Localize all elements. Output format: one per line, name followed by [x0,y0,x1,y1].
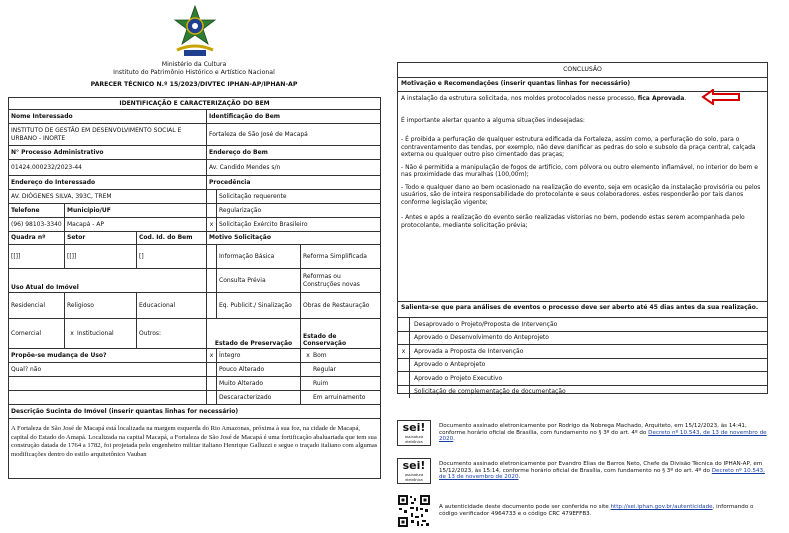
uso-checkbox: x [70,329,74,337]
uso-option: Educacional [137,293,207,319]
conclusao-title: CONCLUSÃO [563,66,602,73]
identificacao-bem-value: Fortaleza de São José de Macapá [207,124,381,146]
signature-text: Documento assinado eletronicamente por Rodrigo da Nobrega Machado, Arquiteto, em 15/12/2023, às 14:41, conforme horário oficial de Brasília, com fundamento no § 3º do art. 4º do Decreto nº 10.543, de 13 de novembro de 2020. [439,422,767,443]
endereco-bem-value: Av. Candido Mendes s/n [207,160,381,176]
coat-of-arms-icon [171,4,219,60]
decision-label: Aprovada a Proposta de Intervenção [414,347,524,355]
decision-label: Aprovado o Anteprojeto [414,361,486,368]
uso-option: Institucional [77,329,114,337]
conclusao-box [397,62,768,394]
sei-logo [397,420,431,446]
preservacao-option: Descaracterizado [217,391,301,405]
aprovada-text: A instalação da estrutura solicitada, nos moldes protocolados nesse processo, [401,95,636,102]
identification-table [8,97,381,479]
nome-interessado-value: INSTITUTO DE GESTÃO EM DESENVOLVIMENTO SOCIAL E URBANO - INORTE [9,124,207,146]
processo-label: N° Processo Administrativo [9,146,207,160]
signature-1-text: Documento assinado eletronicamente por Rodrigo da Nobrega Machado, Arquiteto, em 15/12/2023, às 14:41, conforme horário oficial de Brasília, com fundamento no § 3º do art. 4º do [439,422,747,436]
motivo-option: Consulta Prévia [217,269,301,293]
telefone-value: (96) 98103-3340 [9,218,65,232]
preservacao-option: Pouco Alterado [217,363,301,377]
ministry-label: Ministério da Cultura [161,61,227,68]
authenticity-text [439,504,768,519]
sei-logo-text: sei! [402,459,426,472]
conservacao-option: Ruim [301,377,381,391]
decision-label: Aprovado o Desenvolvimento do Anteprojeto [414,334,549,341]
identificacao-bem-label: Identificação do Bem [207,110,381,124]
uso-option: Residencial [9,293,65,319]
municipio-value: Macapá - AP [65,218,207,232]
decision-checkbox [398,372,410,385]
descricao-text: A Fortaleza de São José de Macapá está localizada na margem esquerda do Rio Amazonas, próxima à sua foz, na cidade de Macapá, capital do Estado do Amapá. Localizada na capital Macapá, a Fortaleza de São José de Macapá é uma fortificação abaluartada que tem sua construção datada de 1764 a 1782, foi projetada pelo engenheiro militar italiano Henrique Galluzzi e segue o traçado italiano com algumas modificações dentro do estilo arquitetônico Vauban [9,419,381,479]
endereco-interessado-label: Endereço do Interessado [9,176,207,190]
procedencia-option: Solicitação Exército Brasileiro [217,218,381,232]
decision-checkbox [398,359,410,372]
decision-label: Desaprovado o Projeto/Proposta de Intervenção [414,320,558,328]
sei-logo-sub: assinatura eletrônica [404,473,424,482]
motivo-option: Reforma Simplificada [301,245,381,269]
decision-checkbox: x [398,345,410,358]
propoe-label: Propõe-se mudança de Uso? [9,349,207,363]
conservacao-checkbox: x [306,351,310,359]
preservacao-checkbox: x [207,349,217,363]
restriction-item: - Não é permitida a manipulação de fogos de artifício, com pólvora ou outro elemento inflamável, no interior do bem e nas proximidade das muralhas (100,00m); [401,163,758,178]
qual-value: Qual? não [9,363,207,377]
sei-logo [397,458,431,484]
preservacao-label: Íntegro [219,351,241,359]
aprovada-status: fica Aprovada [637,95,685,102]
setor-label: Setor [65,232,137,245]
signature-text: Documento assinado eletronicamente por Evandro Elias de Barros Neto, Chefe da Divisão Técnica do IPHAN-AP, em 15/12/2023, às 15:14, conforme horário oficial de Brasília, com fundamento no § 3º do art. 4º do Decreto nº 10.543, de 13 de novembro de 2020. [439,460,765,481]
decision-checkbox [398,318,410,331]
signature-block [397,418,768,528]
motivo-option: Eq. Publicit./ Sinalização [217,293,301,319]
decreto-link[interactable]: Decreto nº 10.543, de 13 de novembro de 2020 [439,429,767,443]
decision-option [398,358,767,372]
authenticity-row [397,494,768,528]
motivo-option: Obras de Restauração [301,293,381,319]
decision-checkbox [398,332,410,345]
decision-label: Solicitação de complementação de documentação [414,388,566,395]
decision-label: Aprovado o Projeto Executivo [414,374,503,382]
aprovada-line: A instalação da estrutura solicitada, nos moldes protocolados nesse processo, fica Aprovada. [401,95,764,103]
procedencia-option: Regularização [217,204,381,218]
uso-atual-label: Uso Atual do Imóvel [9,269,207,293]
estado-preservacao-label: Estado de Preservação [207,319,301,349]
decreto-link[interactable]: Decreto nº 10.543, de 13 de novembro de 2020 [439,467,765,481]
procedencia-option: Solicitação requerente [217,190,381,204]
quadra-value: [[]] [9,245,65,269]
signature-2 [397,456,768,486]
sei-logo-text: sei! [402,421,426,434]
conservacao-option: Regular [301,363,381,377]
authenticity-link[interactable]: http://sei.iphan.gov.br/autenticidade [610,503,713,510]
motivacao-label: Motivação e Recomendações (inserir quantas linhas for necessário) [398,77,767,91]
restriction-item: - Antes e após a realização do evento serão realizadas vistorias no bem, podendo estas serem acompanhada pelo protocolante, mediante solicitação prévia; [401,214,745,229]
restriction-item: - É proibida a perfuração de qualquer estrutura edificada da Fortaleza, assim como, a perfuração do solo, para o contraventamento das tendas, por exemplo, não deve danificar as pedras do solo e subsolo da praça central, calçada externa ou qualquer outro piso cimentado das praças; [401,136,756,158]
setor-value: [[]] [65,245,137,269]
arrow-left-icon [701,89,741,105]
conservacao-label: Bom [313,351,327,359]
motivo-option: Informação Básica [217,245,301,269]
signature-2-text: Documento assinado eletronicamente por Evandro Elias de Barros Neto, Chefe da Divisão Técnica do IPHAN-AP, em 15/12/2023, às 15:14, conforme horário oficial de Brasília, com fundamento no § 3º do art. 4º do [439,460,763,474]
preservacao-option: Muito Alterado [217,377,301,391]
endereco-bem-label: Endereço do Bem [207,146,381,160]
decision-option [398,317,767,331]
endereco-interessado-value: AV. DIÓGENES SILVA, 393C, TREM [9,190,207,204]
auth-text-2: , informando o código verificador 4964733 e o código CRC 479EFFB3. [439,503,754,517]
motivacao-body [398,91,767,301]
procedencia-checkbox: x [207,218,217,232]
sei-logo-sub: assinatura eletrônica [404,435,424,444]
institute-label: Instituto do Patrimônio Histórico e Artístico Nacional [113,69,275,76]
preservacao-option [217,349,301,363]
conservacao-option [301,349,381,363]
estado-conservacao-label: Estado de Conservação [301,319,381,349]
section-title: IDENTIFICAÇÃO E CARACTERIZAÇÃO DO BEM [9,98,381,110]
parecer-title: PARECER TÉCNICO N.º 15/2023/DIVTEC IPHAN-AP/IPHAN-AP [90,81,298,88]
decision-option [398,385,767,399]
auth-text: A autenticidade deste documento pode ser conferida no site [439,503,609,510]
motivo-option: Reformas ou Construções novas [301,269,381,293]
signature-1 [397,418,768,448]
decision-checkbox [398,386,410,399]
descricao-label: Descrição Sucinta do Imóvel (inserir quantas linhas for necessário) [9,405,381,419]
uso-option: Religioso [65,293,137,319]
decision-option [398,344,767,358]
uso-institucional-cell [65,319,137,349]
restriction-item: - Todo e qualquer dano ao bem ocasionado na realização do evento, seja em ocasição da instalação provisória ou pelos usuários, são de inteira responsabilidade do protocolante e seus colaboradores. estes responderão por tais danos conforme legislação vigente; [401,183,761,206]
procedencia-label: Procedência [207,176,381,190]
telefone-label: Telefone [9,204,65,218]
conservacao-option: Em arruinamento [301,391,381,405]
uso-option: Outros: [137,319,207,349]
municipio-label: Município/UF [65,204,207,218]
decision-option [398,371,767,385]
saliente-text: Salienta-se que para análises de eventos o processo deve ser aberto até 45 dias antes da sua realização. [398,301,767,317]
qr-code-icon [397,494,431,528]
quadra-label: Quadra nº [9,232,65,245]
nome-interessado-label: Nome Interessado [9,110,207,124]
alerta-text: É importante alertar quanto a alguma situações indesejadas: [401,116,585,124]
cod-value: [] [137,245,207,269]
cod-label: Cod. Id. do Bem [137,232,207,245]
left-page [8,4,380,533]
motivo-label: Motivo Solicitação [207,232,381,245]
decision-option [398,331,767,345]
decision-options [398,317,767,398]
processo-value: 01424.000232/2023-44 [9,160,207,176]
uso-option: Comercial [9,319,65,349]
